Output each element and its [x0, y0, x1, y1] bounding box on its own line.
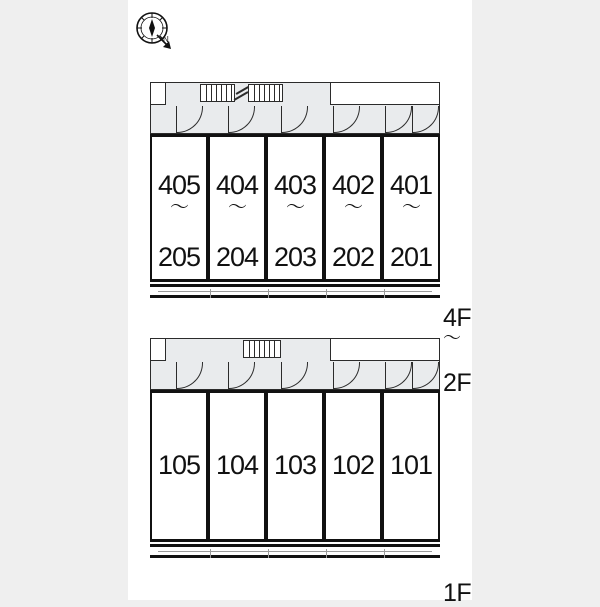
unit-label: 405 ～ 205 [157, 169, 201, 273]
lower-balcony [150, 544, 440, 558]
unit-label: 403 ～ 203 [273, 169, 317, 273]
lower-unit-row [150, 390, 440, 542]
unit-label: 404 ～ 204 [215, 169, 259, 273]
unit-105[interactable] [150, 390, 208, 542]
unit-label: 401 ～ 201 [389, 169, 433, 273]
unit-label: 101 [389, 450, 433, 481]
floor-marker-upper: 4F ～ 2F [443, 304, 472, 398]
unit-102[interactable] [324, 390, 382, 542]
stairs-lower [243, 340, 281, 358]
unit-label: 103 [273, 450, 317, 481]
unit-label: 105 [157, 450, 201, 481]
svg-text:N: N [163, 35, 169, 44]
unit-label: 102 [331, 450, 375, 481]
lower-roof-notch-left [151, 339, 166, 361]
floor-marker-lower: 1F [443, 579, 472, 607]
unit-label: 402 ～ 202 [331, 169, 375, 273]
unit-103[interactable] [266, 390, 324, 542]
unit-label: 104 [215, 450, 259, 481]
unit-101[interactable] [382, 390, 440, 542]
unit-104[interactable] [208, 390, 266, 542]
lower-roof-notch-right [330, 339, 439, 361]
